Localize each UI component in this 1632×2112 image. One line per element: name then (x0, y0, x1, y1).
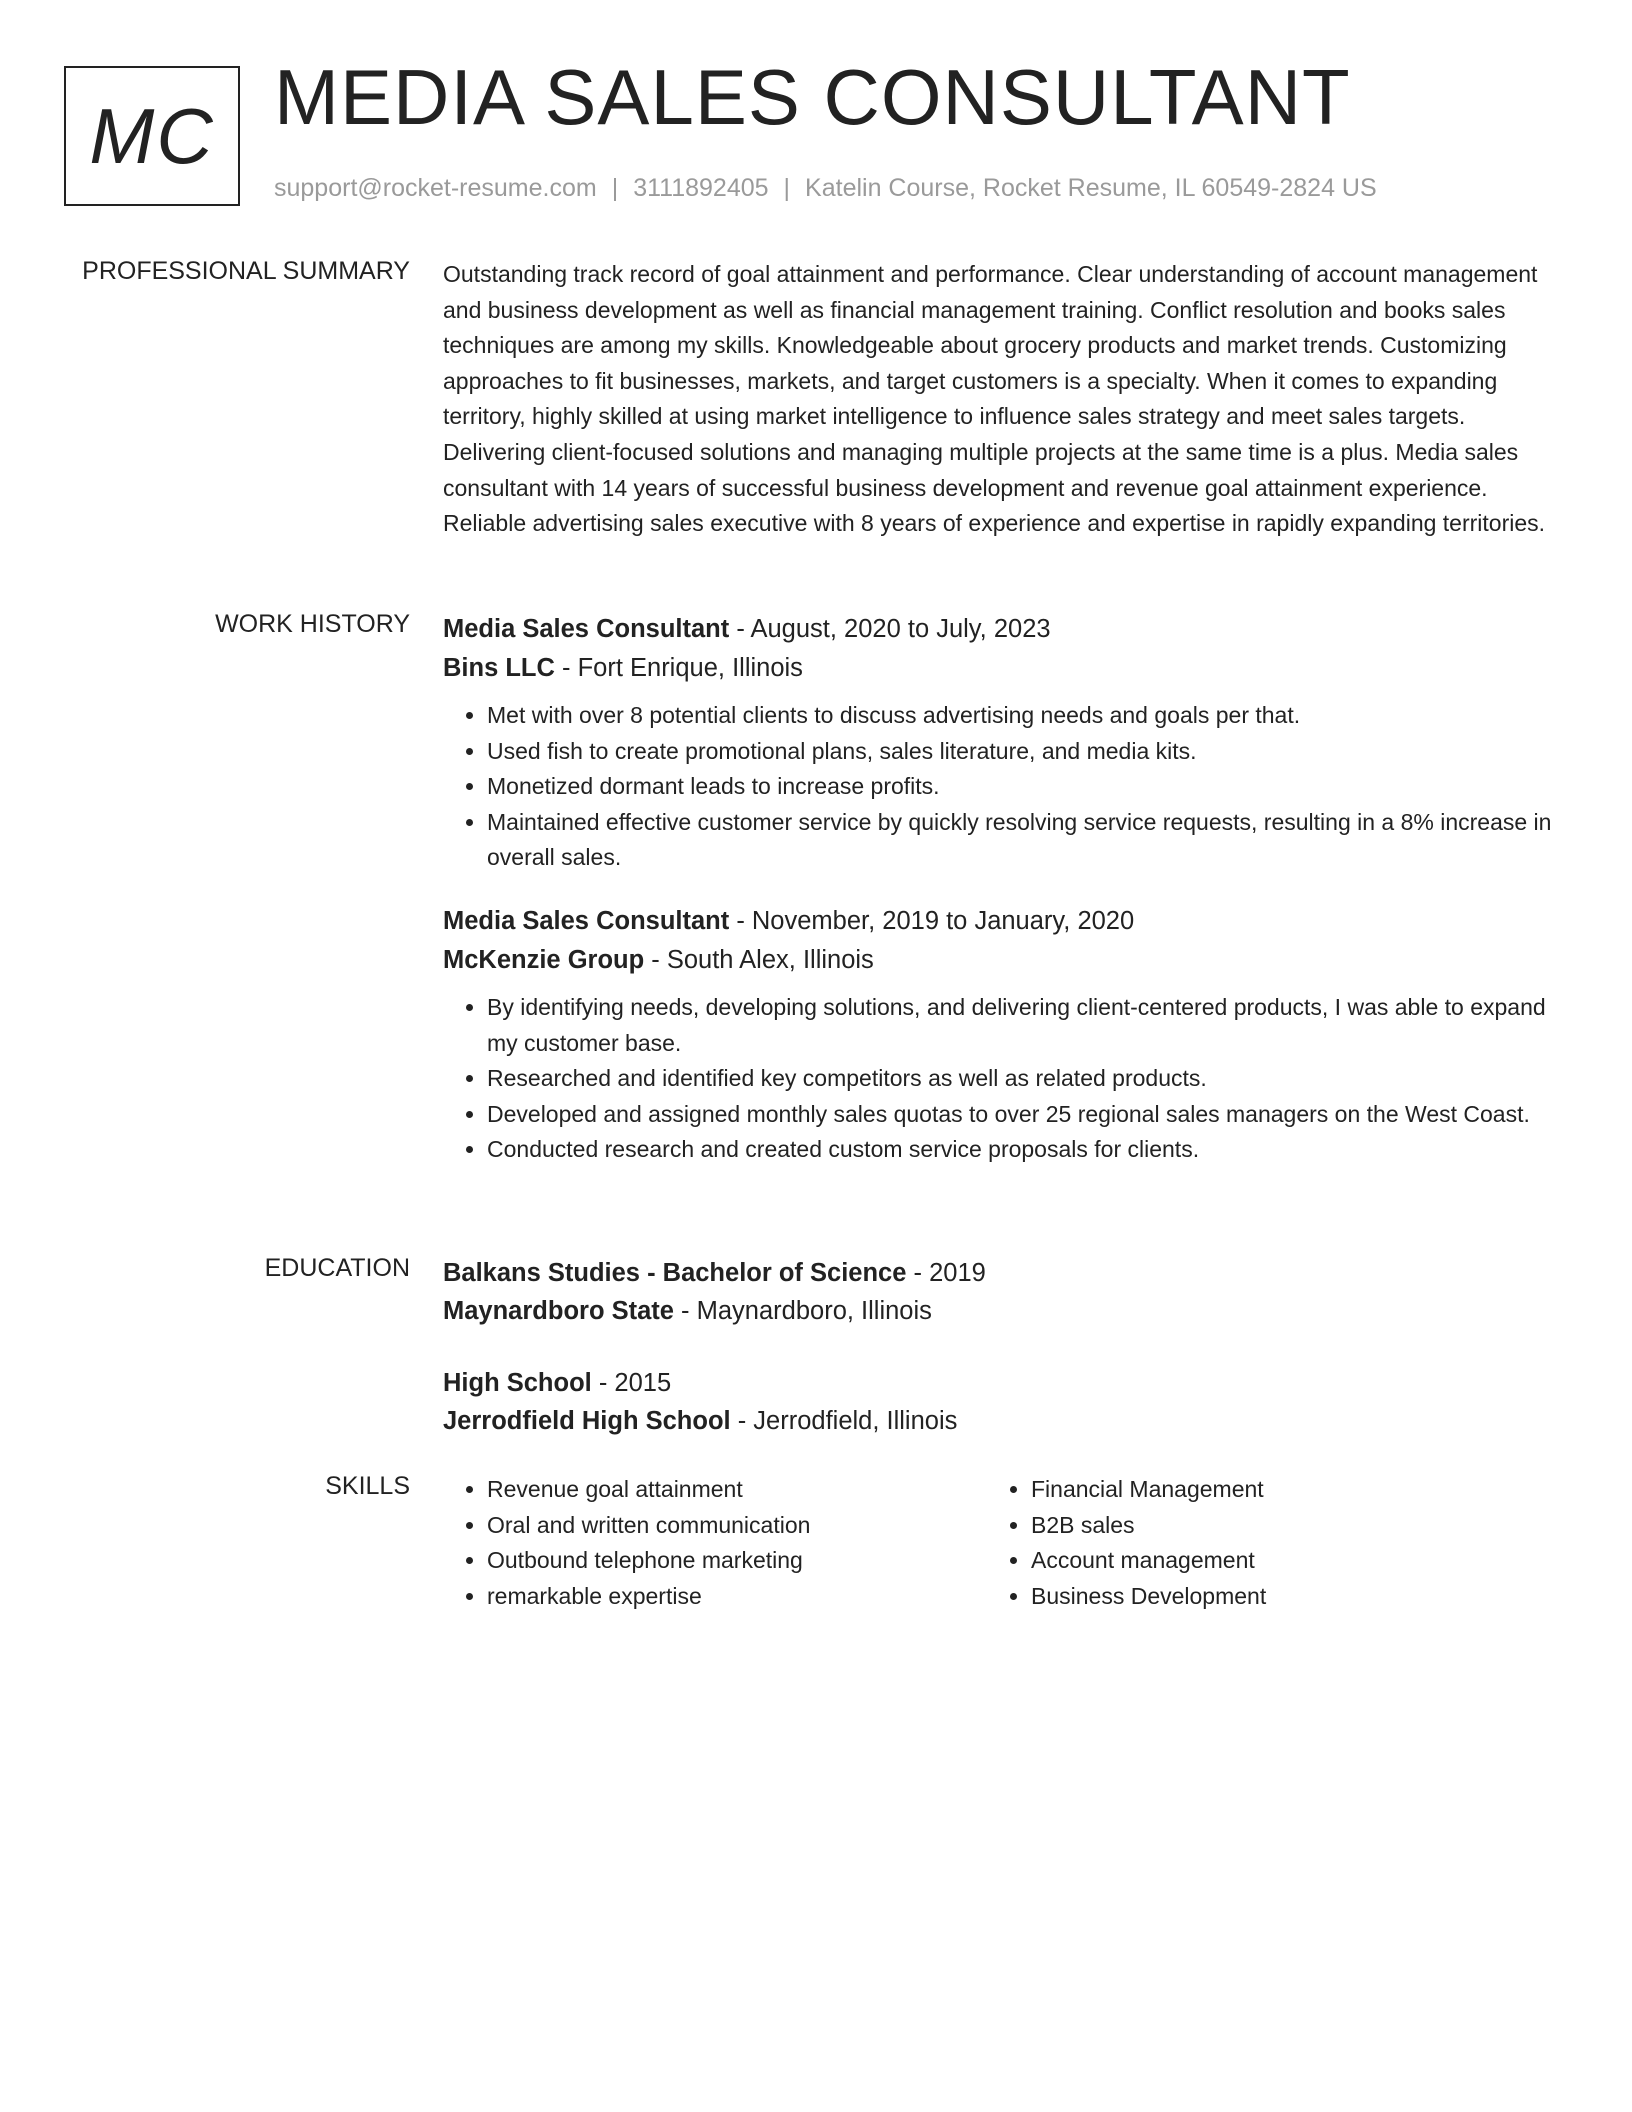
skill-item: • Account management (1031, 1543, 1531, 1579)
job-dates: - November, 2019 to January, 2020 (729, 906, 1135, 935)
skills-list-right (987, 1472, 1531, 1614)
job-company-line (443, 649, 1553, 688)
education-degree: Balkans Studies - Bachelor of Science (443, 1259, 907, 1287)
job-bullets (443, 698, 1553, 876)
work-history-body (443, 610, 1553, 1194)
education-degree-line (443, 1254, 1553, 1292)
job-company: McKenzie Group (443, 945, 645, 974)
contact-line (274, 174, 1377, 203)
job-title: Media Sales Consultant (443, 906, 730, 935)
skill-item: • Business Development (1031, 1579, 1531, 1615)
skill-item: • remarkable expertise (487, 1579, 987, 1615)
job-entry (443, 610, 1553, 876)
education-school: Jerrodfield High School (443, 1407, 731, 1435)
skill-item: • Oral and written communication (487, 1508, 987, 1544)
job-location: - South Alex, Illinois (644, 945, 874, 974)
section-heading-skills: SKILLS (325, 1472, 410, 1500)
education-degree-line (443, 1364, 1553, 1402)
monogram-box (64, 66, 240, 206)
education-location: - Jerrodfield, Illinois (730, 1407, 958, 1435)
skills-list-left (443, 1472, 987, 1614)
education-year: - 2019 (906, 1259, 986, 1287)
job-bullet: • Maintained effective customer service by quickly resolving service requests, resulting in a 8% increase in overall sales. (487, 805, 1553, 876)
job-bullet: • By identifying needs, developing solutions, and delivering client-centered products, I was able to expand my customer base. (487, 990, 1553, 1061)
education-degree: High School (443, 1369, 592, 1397)
job-bullet: • Used fish to create promotional plans, sales literature, and media kits. (487, 734, 1553, 770)
contact-address: Katelin Course, Rocket Resume, IL 60549-2824 US (805, 174, 1377, 202)
monogram-initials: MC (89, 91, 215, 180)
resume-title: MEDIA SALES CONSULTANT (274, 53, 1351, 141)
education-entry (443, 1254, 1553, 1330)
job-bullet: • Researched and identified key competitors as well as related products. (487, 1061, 1553, 1097)
contact-phone[interactable]: 3111892405 (633, 174, 769, 202)
job-title-line (443, 902, 1553, 941)
job-dates: - August, 2020 to July, 2023 (729, 615, 1051, 643)
education-entry (443, 1364, 1553, 1440)
contact-separator: | (783, 174, 791, 202)
job-bullet: • Met with over 8 potential clients to discuss advertising needs and goals per that. (487, 698, 1553, 734)
education-school: Maynardboro State (443, 1297, 674, 1325)
skill-item: • Revenue goal attainment (487, 1472, 987, 1508)
skill-item: • Financial Management (1031, 1472, 1531, 1508)
job-bullets (443, 990, 1553, 1168)
summary-text: Outstanding track record of goal attainment and performance. Clear understanding of account management and business development as well as financial management training. Conflict resolution and books sales techniques are among my skills. Knowledgeable about grocery products and market trends. Customizing approaches to fit businesses, markets, and target customers is a specialty. When it comes to expanding territory, highly skilled at using market intelligence to influence sales strategy and meet sales targets. Delivering client-focused solutions and managing multiple projects at the same time is a plus. Media sales consultant with 14 years of successful business development and revenue goal attainment experience. Reliable advertising sales executive with 8 years of experience and expertise in rapidly expanding territories. (443, 261, 1546, 537)
job-company-line (443, 941, 1553, 980)
education-year: - 2015 (591, 1369, 672, 1397)
section-heading-education: EDUCATION (264, 1254, 410, 1282)
job-bullet: • Monetized dormant leads to increase profits. (487, 769, 1553, 805)
job-bullet: • Conducted research and created custom service proposals for clients. (487, 1132, 1553, 1168)
job-location: - Fort Enrique, Illinois (554, 654, 803, 682)
skill-item: • Outbound telephone marketing (487, 1543, 987, 1579)
section-heading-summary: PROFESSIONAL SUMMARY (82, 257, 410, 285)
section-heading-work-history: WORK HISTORY (215, 610, 410, 638)
contact-email[interactable]: support@rocket-resume.com (274, 174, 597, 202)
education-school-line (443, 1292, 1553, 1330)
education-body (443, 1254, 1553, 1474)
job-company: Bins LLC (443, 654, 555, 682)
education-location: - Maynardboro, Illinois (673, 1297, 932, 1325)
job-entry (443, 902, 1553, 1168)
job-title: Media Sales Consultant (443, 615, 730, 643)
contact-separator: | (611, 174, 619, 202)
skills-columns (443, 1472, 1553, 1614)
job-bullet: • Developed and assigned monthly sales quotas to over 25 regional sales managers on the West Coast. (487, 1097, 1553, 1133)
job-title-line (443, 610, 1553, 649)
education-school-line (443, 1402, 1553, 1440)
skill-item: • B2B sales (1031, 1508, 1531, 1544)
